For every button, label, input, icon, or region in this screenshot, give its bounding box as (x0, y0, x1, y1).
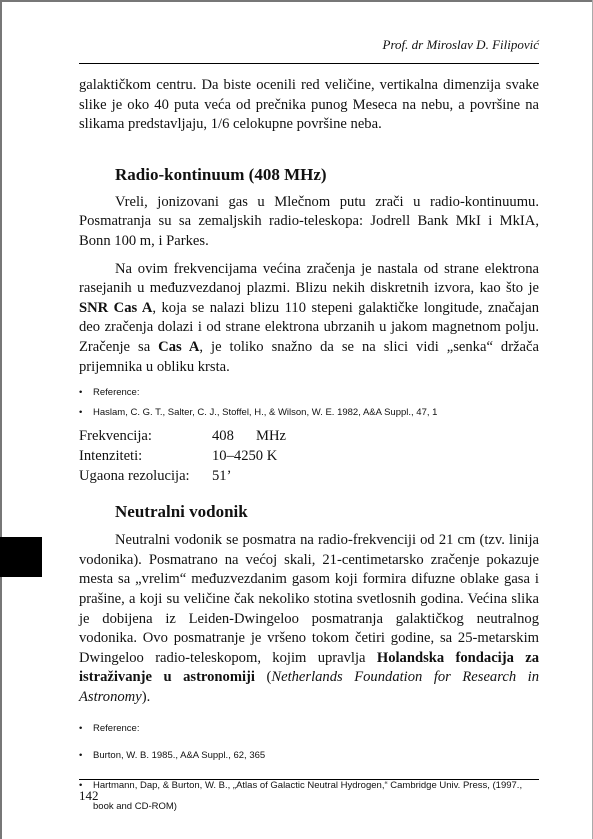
intro-paragraph: galaktičkom centru. Da biste ocenili red veličine, vertikalna dimenzija svake slike je oko 40 puta veća od prečnika punog Meseca na nebu, a površine na slikama predstavljaju, 1/6 celokupne površine neba. (79, 77, 539, 133)
page-number: 142 (79, 788, 99, 803)
radio-paragraph-2: Na ovim frekvencijama većina zračenja je nastala od strane elektrona rasejanih u međuzvezdanoj plazmi. Blizu nekih diskretnih izvora, kao što je SNR Cas A, koja se nalazi blizu 110 stepeni galaktičke longitude, značajan deo zračenja dolazi i od strane elektrona ubrzanih u jakom magnetnom polju. Zračenje sa Cas A, je toliko snažno da se na slici vidi „senka“ držača prijemnika u obliku krsta. (79, 260, 539, 375)
foundation-english-name: Netherlands Foundation for Research in Astronomy (79, 669, 539, 705)
reference-label: • Reference: (79, 386, 539, 399)
reference-item: • Hartmann, Dap, & Burton, W. B., „Atlas of Galactic Neutral Hydrogen,“ Cambridge Univ. Press, (1997., book and CD-ROM) (79, 775, 539, 817)
param-row-frequency: Frekvencija: 408 MHz (79, 428, 286, 445)
running-header: Prof. dr Miroslav D. Filipović (382, 37, 539, 52)
reference-item: • Haslam, C. G. T., Salter, C. J., Stoffel, H., & Wilson, W. E. 1982, A&A Suppl., 47, 1 (79, 406, 539, 419)
neutral-reference-list (79, 722, 539, 817)
snr-cas-a-term: SNR Cas A (79, 299, 153, 316)
param-row-intensity: Intenziteti: 10–4250 K (79, 448, 278, 465)
page-frame-top (0, 0, 593, 2)
param-row-resolution: Ugaona rezolucija: 51’ (79, 468, 232, 485)
radio-paragraph-1: Vreli, jonizovani gas u Mlečnom putu zrači u radio-kontinuumu. Posmatranja su sa zemaljskih radio-teleskopa: Jodrell Bank MkI i MkIA, Bonn 100 m, i Parkes. (79, 193, 539, 249)
reference-item: • Burton, W. B. 1985., A&A Suppl., 62, 365 (79, 749, 539, 762)
radio-reference-list (79, 386, 539, 419)
header-rule (79, 63, 539, 64)
page-frame-left (0, 0, 2, 839)
page-body (79, 76, 539, 817)
neutral-paragraph: Neutralni vodonik se posmatra na radio-frekvenciji od 21 cm (tzv. linija vodonika). Posmatrano na većoj skali, 21-centimetarsko zračenje pokazuje mesta sa „vrelim“ međuzvezdanim gasom koji formira difuzne oblake gasa i prašine, a koji su veličine čak nekoliko stotina svetlosnih godina. Većina slika je dobijena iz Leiden-Dwingeloo posmatranja galaktičkog neutralnog vodonika. Ovo posmatranje je vršeno tokom četiri godine, sa 25-metarskim Dwingeloo radio-teleskopom, kojim upravlja Holandska fondacija za istraživanje u astronomiji (Netherlands Foundation for Research in Astronomy). (79, 532, 539, 705)
section-heading-neutral-hydrogen: Neutralni vodonik (115, 502, 248, 522)
footer-rule (79, 779, 539, 780)
dutch-foundation-term: Holandska fondacija za istraživanje u astronomiji (79, 649, 539, 686)
chapter-thumb-tab (0, 537, 42, 577)
radio-parameters-table (79, 426, 286, 486)
cas-a-term: Cas A (158, 338, 200, 355)
reference-label: • Reference: (79, 722, 539, 735)
section-heading-radio-continuum: Radio-kontinuum (408 MHz) (115, 164, 327, 184)
